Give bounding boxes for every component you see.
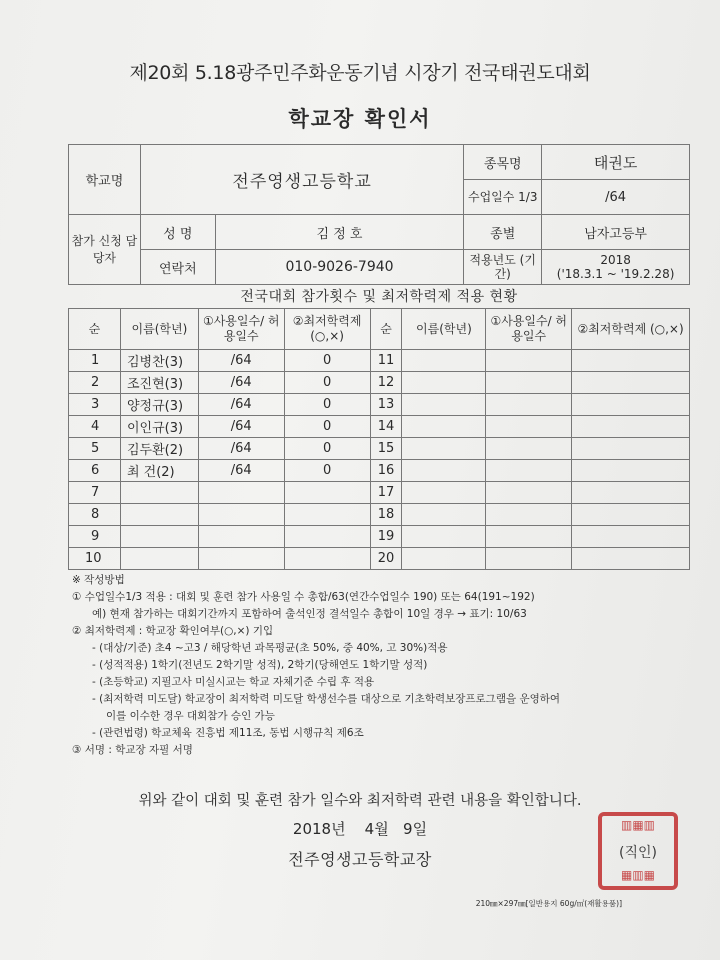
student-name: 최 건(2) xyxy=(120,460,198,482)
used-days: /64 xyxy=(198,460,284,482)
row-no: 20 xyxy=(370,548,402,570)
table-row xyxy=(69,438,690,460)
min-academic xyxy=(572,548,690,570)
used-days xyxy=(198,482,284,504)
used-days xyxy=(486,548,572,570)
header-no: 순 xyxy=(69,309,121,350)
row-no: 18 xyxy=(370,504,402,526)
category-label: 종별 xyxy=(464,215,542,250)
note-item: ③ 서명 : 학교장 자필 서명 xyxy=(72,744,193,756)
student-name xyxy=(402,438,486,460)
used-days xyxy=(486,482,572,504)
min-academic xyxy=(572,460,690,482)
used-days xyxy=(486,372,572,394)
year-period: ('18.3.1 ~ '19.2.28) xyxy=(556,267,675,281)
used-days: /64 xyxy=(198,394,284,416)
student-name xyxy=(402,350,486,372)
note-item: - (관련법령) 학교체육 진흥법 제11조, 동법 시행규칙 제6조 xyxy=(92,727,364,739)
row-no: 4 xyxy=(69,416,121,438)
school-label: 학교명 xyxy=(69,145,141,215)
row-no: 13 xyxy=(370,394,402,416)
contact-value: 010-9026-7940 xyxy=(215,250,464,285)
min-academic: 0 xyxy=(284,416,370,438)
student-name xyxy=(402,416,486,438)
row-no: 2 xyxy=(69,372,121,394)
document-subtitle: 학교장 확인서 xyxy=(288,107,432,131)
paper-spec: 210㎜×297㎜[일반용지 60g/㎡(재활용품)] xyxy=(475,899,622,908)
min-academic xyxy=(284,504,370,526)
note-item: ② 최저학력제 : 학교장 확인여부(○,×) 기입 xyxy=(72,625,274,637)
seal-sign-text: (직인) xyxy=(619,845,657,861)
min-academic xyxy=(284,482,370,504)
applicant-label: 참가 신청 담당자 xyxy=(69,215,141,285)
used-days: /64 xyxy=(198,416,284,438)
official-seal-icon xyxy=(598,812,678,890)
table-row xyxy=(69,482,690,504)
used-days xyxy=(486,416,572,438)
table-row xyxy=(69,372,690,394)
category-value: 남자고등부 xyxy=(542,215,690,250)
student-name xyxy=(120,504,198,526)
used-days xyxy=(486,504,572,526)
used-days xyxy=(198,548,284,570)
used-days xyxy=(198,504,284,526)
note-item: - (성적적용) 1학기(전년도 2학기말 성적), 2학기(당해연도 1학기말 성적) xyxy=(92,659,428,671)
header-days: ①사용일수/ 허용일수 xyxy=(198,309,284,350)
name-label: 성 명 xyxy=(140,215,215,250)
seal-pattern-top: ▥▦▥ xyxy=(620,818,655,832)
student-name: 김두환(2) xyxy=(120,438,198,460)
table-row xyxy=(69,350,690,372)
date-month: 4월 xyxy=(364,820,389,838)
header-no: 순 xyxy=(370,309,402,350)
document-title: 제20회 5.18광주민주화운동기념 시장기 전국태권도대회 xyxy=(129,62,591,84)
row-no: 8 xyxy=(69,504,121,526)
days-label: 수업일수 1/3 xyxy=(464,180,542,215)
table-row xyxy=(69,504,690,526)
school-name: 전주영생고등학교 xyxy=(140,145,463,215)
student-name: 김병찬(3) xyxy=(120,350,198,372)
participation-table xyxy=(68,308,690,570)
row-no: 9 xyxy=(69,526,121,548)
row-no: 1 xyxy=(69,350,121,372)
note-item: ① 수업일수1/3 적용 : 대회 및 훈련 참가 사용일 수 총합/63(연간수업일수 190) 또는 64(191~192) xyxy=(72,591,535,603)
min-academic xyxy=(572,482,690,504)
used-days xyxy=(486,438,572,460)
date-day: 9일 xyxy=(403,820,428,838)
header-days: ①사용일수/ 허용일수 xyxy=(486,309,572,350)
header-min: ②최저학력제 (○,×) xyxy=(572,309,690,350)
table-row xyxy=(69,394,690,416)
row-no: 16 xyxy=(370,460,402,482)
row-no: 6 xyxy=(69,460,121,482)
row-no: 12 xyxy=(370,372,402,394)
min-academic xyxy=(284,548,370,570)
event-value: 태권도 xyxy=(542,145,690,180)
student-name xyxy=(402,394,486,416)
notes-heading: ※ 작성방법 xyxy=(72,574,125,586)
min-academic xyxy=(572,416,690,438)
min-academic xyxy=(572,350,690,372)
student-name xyxy=(120,548,198,570)
min-academic: 0 xyxy=(284,460,370,482)
row-no: 3 xyxy=(69,394,121,416)
student-name: 양정규(3) xyxy=(120,394,198,416)
row-no: 14 xyxy=(370,416,402,438)
student-name xyxy=(402,504,486,526)
table-row xyxy=(69,416,690,438)
used-days xyxy=(486,460,572,482)
used-days xyxy=(198,526,284,548)
student-name: 조진현(3) xyxy=(120,372,198,394)
min-academic: 0 xyxy=(284,372,370,394)
student-name xyxy=(402,548,486,570)
note-item: 이를 이수한 경우 대회참가 승인 가능 xyxy=(106,710,275,722)
min-academic xyxy=(572,526,690,548)
row-no: 15 xyxy=(370,438,402,460)
used-days xyxy=(486,350,572,372)
year-cell xyxy=(542,250,690,285)
student-name xyxy=(402,526,486,548)
year-value: 2018 xyxy=(600,253,631,267)
min-academic: 0 xyxy=(284,438,370,460)
row-no: 17 xyxy=(370,482,402,504)
min-academic xyxy=(572,504,690,526)
used-days: /64 xyxy=(198,372,284,394)
year-label: 적용년도 (기간) xyxy=(464,250,542,285)
used-days: /64 xyxy=(198,350,284,372)
row-no: 5 xyxy=(69,438,121,460)
min-academic: 0 xyxy=(284,350,370,372)
student-name xyxy=(402,460,486,482)
event-label: 종목명 xyxy=(464,145,542,180)
note-item: - (대상/기준) 초4 ~고3 / 해당학년 과목평균(초 50%, 중 40%, 고 30%)적용 xyxy=(92,642,448,654)
header-min: ②최저학력제 (○,×) xyxy=(284,309,370,350)
student-name xyxy=(402,372,486,394)
row-no: 11 xyxy=(370,350,402,372)
instructions xyxy=(72,572,702,759)
student-name xyxy=(120,482,198,504)
used-days xyxy=(486,526,572,548)
name-value: 김 정 호 xyxy=(215,215,464,250)
min-academic xyxy=(572,394,690,416)
student-name xyxy=(120,526,198,548)
note-item: - (최저학력 미도달) 학교장이 최저학력 미도달 학생선수를 대상으로 기초학력보장프로그램을 운영하여 xyxy=(92,693,561,705)
section-title: 전국대회 참가횟수 및 최저학력제 적용 현황 xyxy=(240,289,518,305)
note-item: 예) 현재 참가하는 대회기간까지 포함하여 출석인정 결석일수 총합이 10일 경우 → 표기: 10/63 xyxy=(92,608,527,620)
student-name xyxy=(402,482,486,504)
min-academic xyxy=(572,372,690,394)
header-name: 이름(학년) xyxy=(402,309,486,350)
min-academic xyxy=(572,438,690,460)
min-academic: 0 xyxy=(284,394,370,416)
used-days: /64 xyxy=(198,438,284,460)
row-no: 19 xyxy=(370,526,402,548)
confirmation-text: 위와 같이 대회 및 훈련 참가 일수와 최저학력 관련 내용을 확인합니다. xyxy=(138,793,582,809)
days-value: /64 xyxy=(542,180,690,215)
table-row xyxy=(69,526,690,548)
row-no: 10 xyxy=(69,548,121,570)
date-year: 2018년 xyxy=(292,820,346,838)
principal-title: 전주영생고등학교장 xyxy=(288,850,432,869)
row-no: 7 xyxy=(69,482,121,504)
used-days xyxy=(486,394,572,416)
student-name: 이인규(3) xyxy=(120,416,198,438)
note-item: - (초등학교) 지필고사 미실시교는 학교 자체기준 수립 후 적용 xyxy=(92,676,375,688)
table-row xyxy=(69,460,690,482)
contact-label: 연락처 xyxy=(140,250,215,285)
seal-pattern-bottom: ▦▥▦ xyxy=(620,868,655,882)
info-table xyxy=(68,144,690,285)
table-row xyxy=(69,548,690,570)
min-academic xyxy=(284,526,370,548)
header-name: 이름(학년) xyxy=(120,309,198,350)
